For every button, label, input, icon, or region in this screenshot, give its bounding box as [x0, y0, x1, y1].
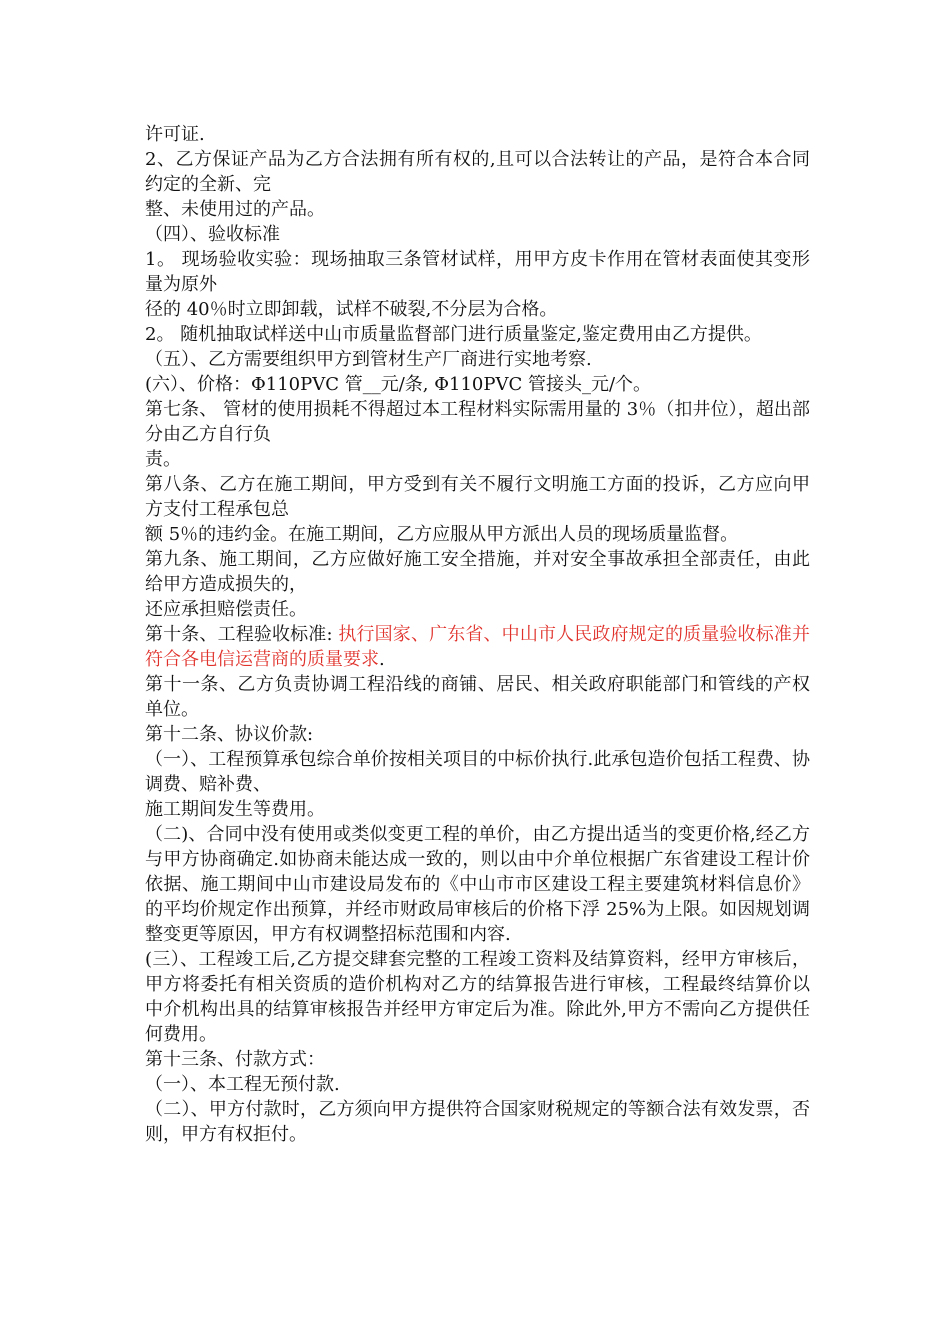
section-price: (六）、价格：Φ110PVC 管__元/条, Φ110PVC 管接头_元/个。 — [145, 374, 652, 395]
article-10-highlight: 执行国家、广东省、中山市人民政府规定的质量验收标准并符合各电信运营商的质量要求 — [145, 624, 810, 670]
article-13-item-1: （一）、本工程无预付款. — [145, 1074, 340, 1095]
section-acceptance-standard: （四）、验收标准 — [145, 224, 280, 245]
article-7-material-loss: 第七条、 管材的使用损耗不得超过本工程材料实际需用量的 3％（扣井位），超出部分由乙方自行负 — [145, 399, 810, 445]
article-12-item-1-cont: 施工期间发生等费用。 — [145, 799, 325, 820]
article-10-acceptance — [145, 622, 810, 672]
article-13-item-2: （二）、甲方付款时，乙方须向甲方提供符合国家财税规定的等额合法有效发票，否则，甲方有权拒付。 — [145, 1099, 810, 1145]
item-random-sampling: 2。 随机抽取试样送中山市质量监督部门进行质量鉴定,鉴定费用由乙方提供。 — [145, 324, 762, 345]
document-body — [145, 122, 810, 1147]
article-7-cont: 责。 — [145, 449, 181, 470]
item-field-test: 1。 现场验收实验：现场抽取三条管材试样，用甲方皮卡作用在管材表面使其变形量为原外 — [145, 249, 810, 295]
clause-product-guarantee-cont: 整、未使用过的产品。 — [145, 199, 325, 220]
article-12-item-3: (三）、工程竣工后,乙方提交肆套完整的工程竣工资料及结算资料，经甲方审核后，甲方将委托有相关资质的造价机构对乙方的结算报告进行审核，工程最终结算价以中介机构出具的结算审核报告并经甲方审定后为准。除此外,甲方不需向乙方提供任何费用。 — [145, 949, 810, 1045]
article-9-cont: 还应承担赔偿责任。 — [145, 599, 307, 620]
article-12-price: 第十二条、协议价款: — [145, 724, 314, 745]
article-9-safety: 第九条、施工期间，乙方应做好施工安全措施，并对安全事故承担全部责任，由此给甲方造成损失的， — [145, 549, 810, 595]
article-13-payment: 第十三条、付款方式： — [145, 1049, 325, 1070]
article-12-item-2: （二)、合同中没有使用或类似变更工程的单价，由乙方提出适当的变更价格,经乙方与甲方协商确定.如协商未能达成一致的，则以由中介单位根据广东省建设工程计价依据、施工期间中山市建设局发布的《中山市市区建设工程主要建筑材料信息价》的平均价规定作出预算，并经市财政局审核后的价格下浮 25%为上限。如因规划调整变更等原因，甲方有权调整招标范围和内容. — [145, 824, 810, 945]
article-12-item-1: （一）、工程预算承包综合单价按相关项目的中标价执行.此承包造价包括工程费、协调费、赔补费、 — [145, 749, 810, 795]
article-10-period: . — [379, 649, 385, 670]
article-11-coordination: 第十一条、乙方负责协调工程沿线的商铺、居民、相关政府职能部门和管线的产权单位。 — [145, 674, 810, 720]
article-10-label: 第十条、工程验收标准: — [145, 624, 339, 645]
clause-product-guarantee: 2、乙方保证产品为乙方合法拥有所有权的,且可以合法转让的产品，是符合本合同约定的全新、完 — [145, 149, 810, 195]
line-permit-end: 许可证. — [145, 124, 205, 145]
section-factory-inspection: （五）、乙方需要组织甲方到管材生产厂商进行实地考察. — [145, 349, 592, 370]
article-8-complaints: 第八条、乙方在施工期间，甲方受到有关不履行文明施工方面的投诉，乙方应向甲方支付工程承包总 — [145, 474, 810, 520]
item-field-test-cont: 径的 40％时立即卸载，试样不破裂,不分层为合格。 — [145, 299, 558, 320]
article-8-cont: 额 5％的违约金。在施工期间，乙方应服从甲方派出人员的现场质量监督。 — [145, 524, 739, 545]
